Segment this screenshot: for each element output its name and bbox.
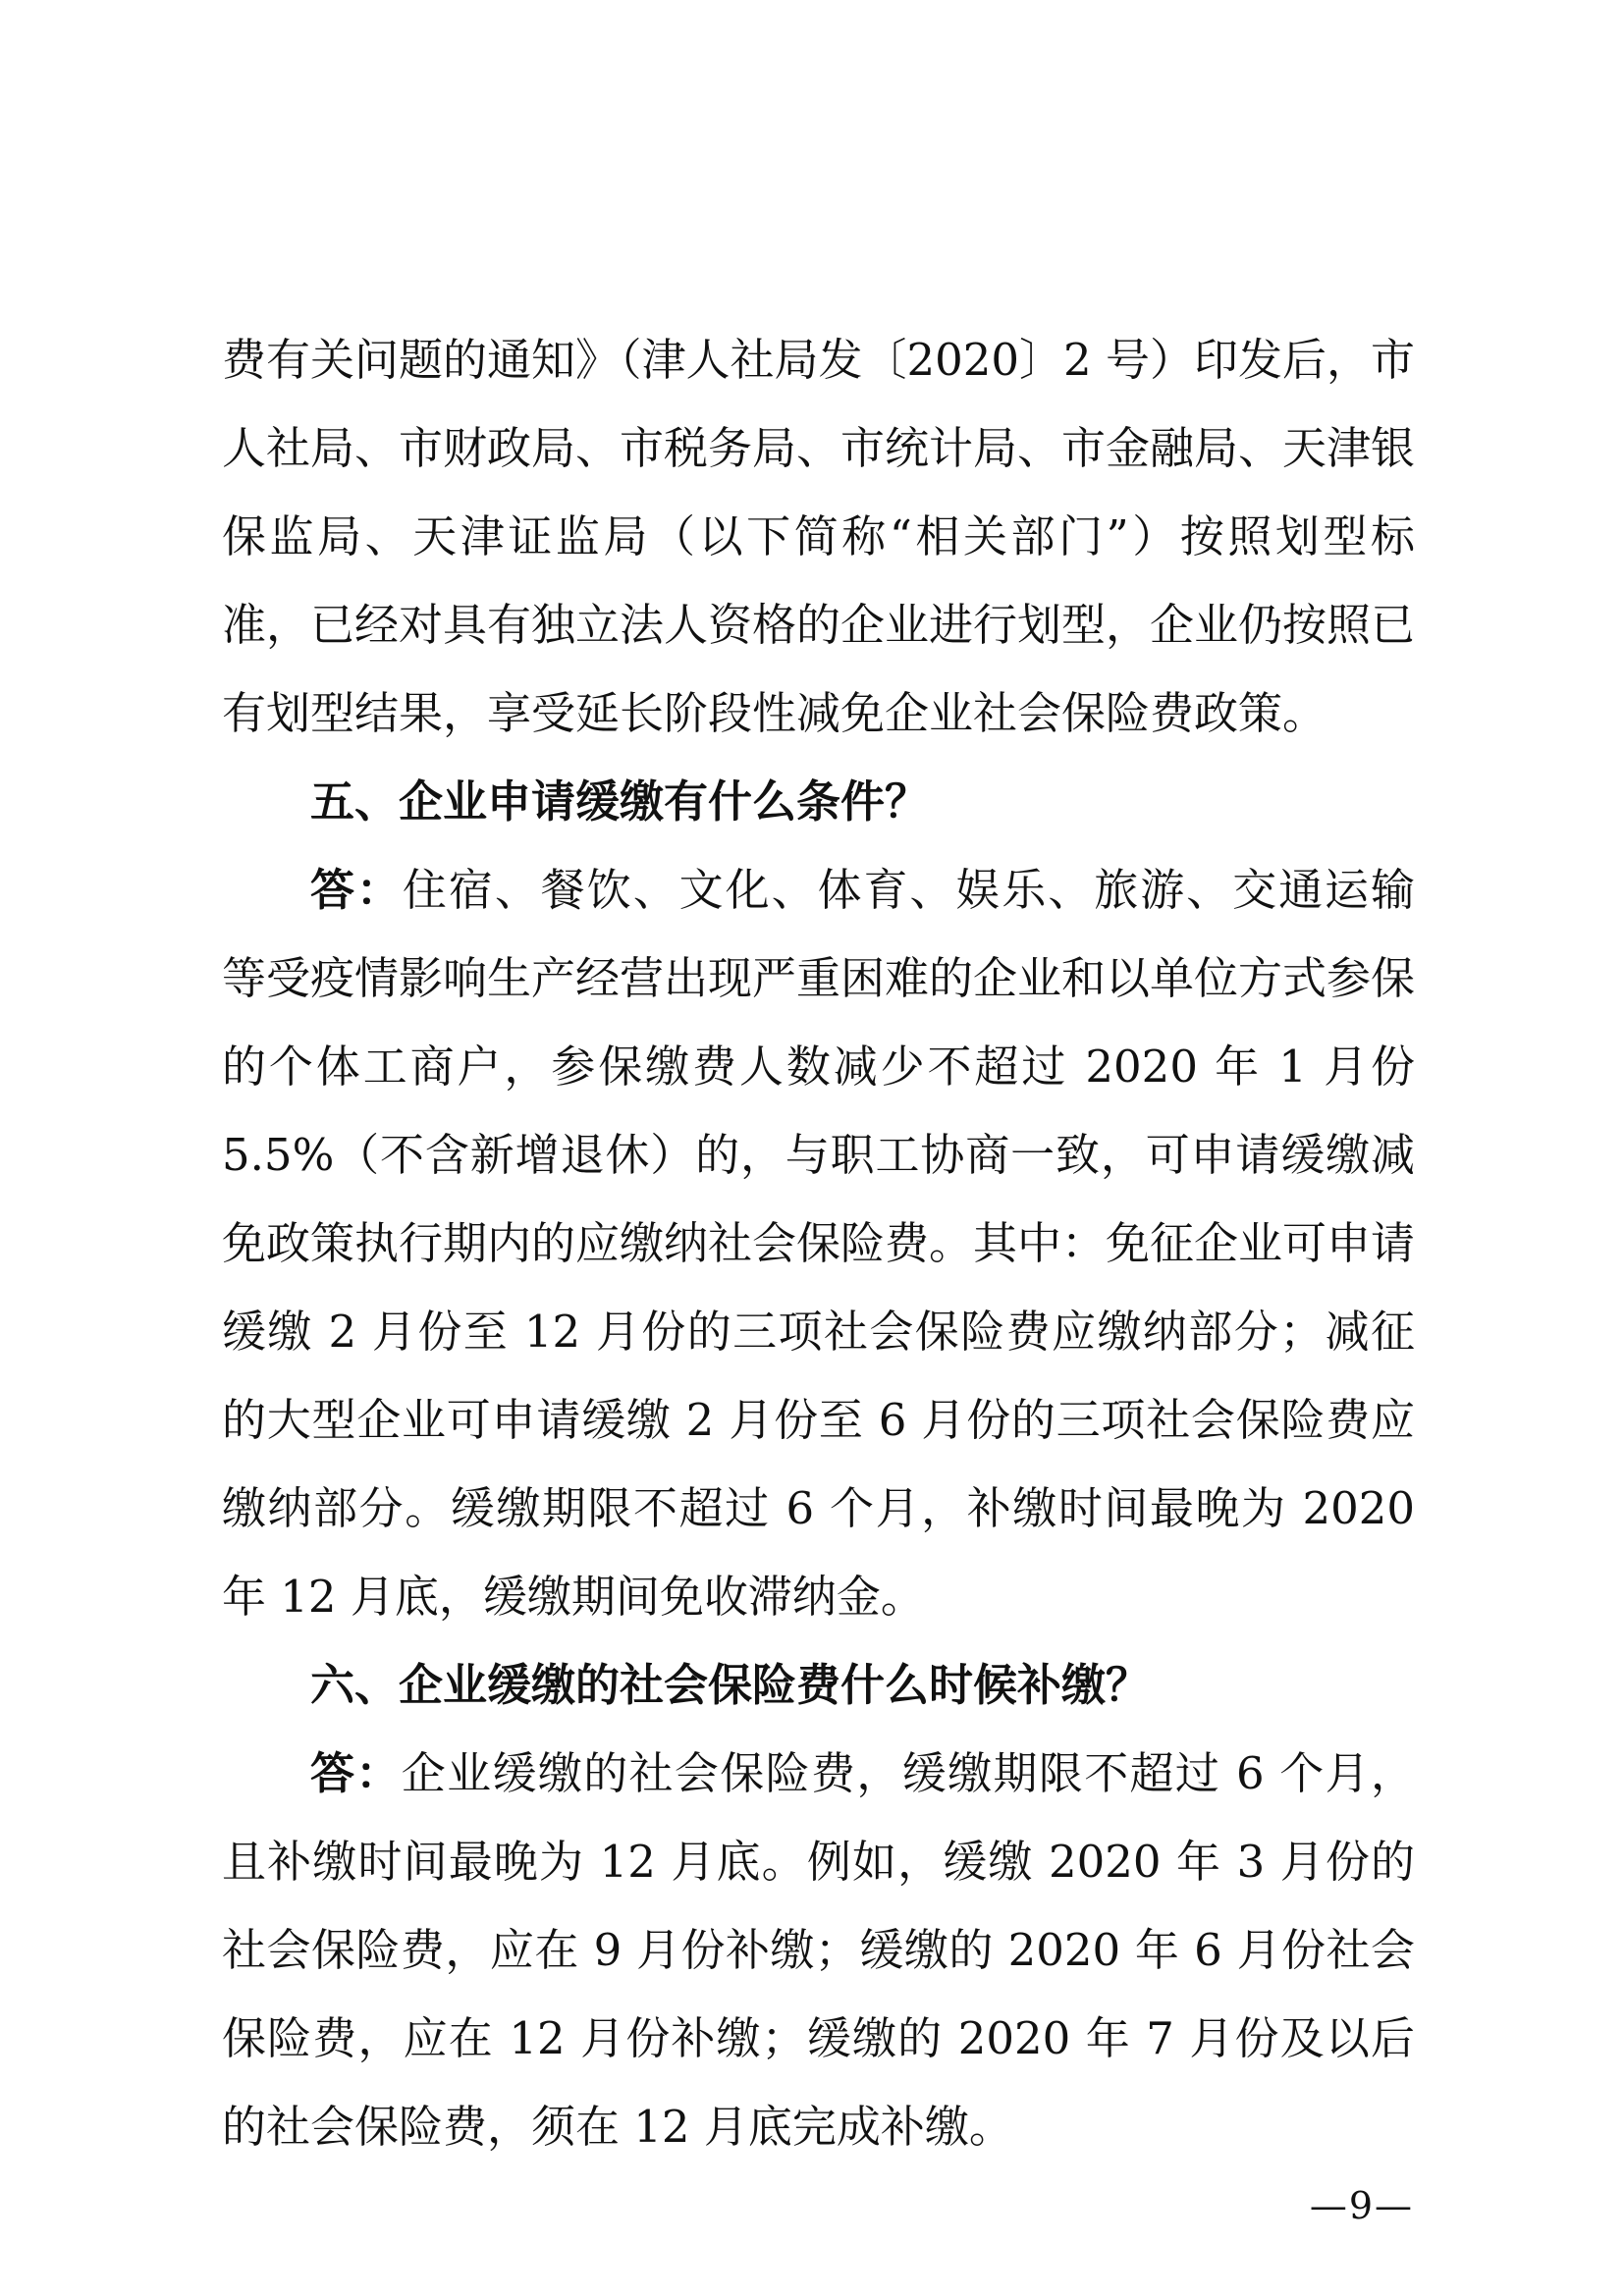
section-6-heading: 六、企业缓缴的社会保险费什么时候补缴？: [310, 1659, 1151, 1711]
section-5-answer: [222, 846, 1415, 1641]
document-body: [222, 316, 1415, 2171]
page-number: —9—: [1309, 2184, 1414, 2227]
section-5-heading: 五、企业申请缓缴有什么条件？: [310, 775, 930, 828]
intro-paragraph: 费有关问题的通知》（津人社局发〔2020〕2 号）印发后，市人社局、市财政局、市税务局、市统计局、市金融局、天津银保监局、天津证监局（以下简称“相关部门”）按照划型标准，已经对具有独立法人资格的企业进行划型，企业仍按照已有划型结果，享受延长阶段性减免企业社会保险费政策。: [222, 334, 1416, 739]
section-5-answer-label: 答：: [310, 864, 403, 916]
section-5-answer-text: 住宿、餐饮、文化、体育、娱乐、旅游、交通运输等受疫情影响生产经营出现严重困难的企业和以单位方式参保的个体工商户，参保缴费人数减少不超过 2020 年 1 月份 5.5%（不含新增退休）的，与职工协商一致，可申请缓缴减免政策执行期内的应缴纳社会保险费。其中：免征企业可申请缓缴 2 月份至 12 月份的三项社会保险费应缴纳部分；减征的大型企业可申请缓缴 2 月份至 6 月份的三项社会保险费应缴纳部分。缓缴期限不超过 6 个月，补缴时间最晚为 2020 年 12 月底，缓缴期间免收滞纳金。: [222, 864, 1416, 1623]
section-6-answer: [222, 1730, 1415, 2171]
section-6-answer-label: 答：: [310, 1747, 402, 1799]
section-6-answer-text: 企业缓缴的社会保险费，缓缴期限不超过 6 个月，且补缴时间最晚为 12 月底。例如，缓缴 2020 年 3 月份的社会保险费，应在 9 月份补缴；缓缴的 2020 年 6 月份社会保险费，应在 12 月份补缴；缓缴的 2020 年 7 月份及以后的社会保险费，须在 12 月底完成补缴。: [222, 1747, 1415, 2153]
